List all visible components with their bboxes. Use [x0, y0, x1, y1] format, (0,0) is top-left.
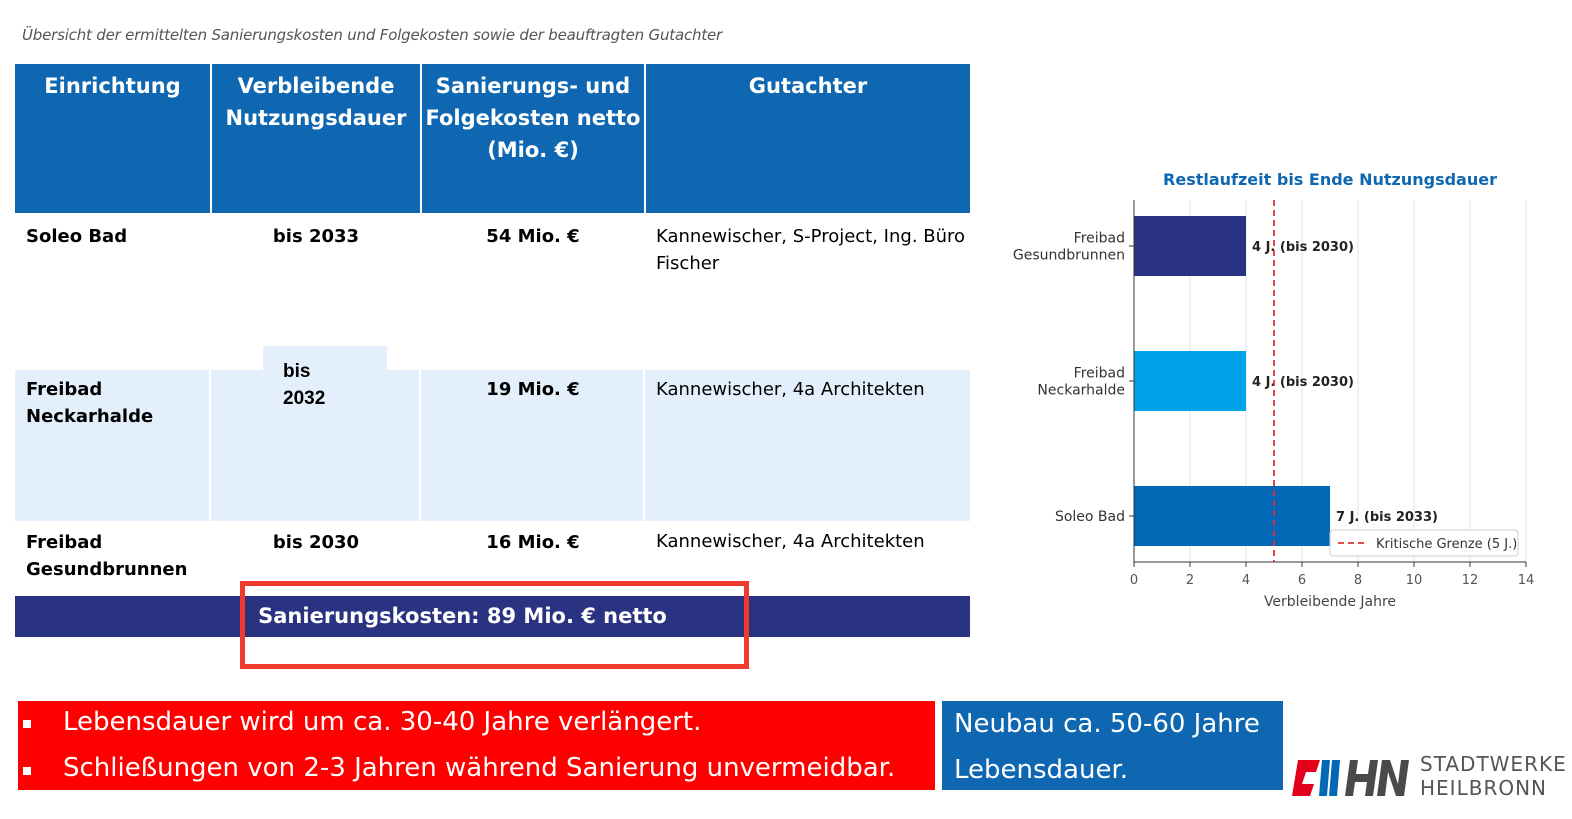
category-label: Neckarhalde	[1037, 382, 1125, 399]
table-row	[15, 370, 970, 521]
column-divider	[209, 370, 211, 521]
cell-kosten: 54 Mio. €	[486, 226, 580, 247]
x-tick-label: 4	[1241, 573, 1251, 588]
x-tick-label: 10	[1405, 573, 1423, 588]
red-note-panel	[18, 701, 935, 790]
x-tick-label: 14	[1517, 573, 1535, 588]
x-tick-label: 0	[1129, 573, 1139, 588]
header-kosten	[420, 64, 644, 213]
note-line: Lebensdauer.	[954, 755, 1129, 785]
restlaufzeit-chart	[1000, 160, 1560, 620]
column-divider	[419, 370, 421, 521]
cell-kosten: 19 Mio. €	[486, 379, 580, 400]
header-line: Folgekosten netto	[425, 106, 641, 130]
blue-note-panel	[942, 701, 1283, 790]
category-label: Soleo Bad	[1054, 509, 1125, 525]
column-divider	[643, 370, 645, 521]
highlight-box	[240, 581, 749, 669]
cell-gutachter: Kannewischer, S-Project, Ing. Büro Fischer	[656, 226, 966, 274]
cell-gutachter: Kannewischer, 4a Architekten	[656, 379, 925, 400]
header-line: Nutzungsdauer	[225, 106, 407, 130]
category-label: Freibad	[1073, 365, 1125, 382]
total-bar: Sanierungskosten: 89 Mio. € netto	[15, 596, 970, 637]
note-line: Schließungen von 2-3 Jahren während Sanierung unvermeidbar.	[63, 753, 896, 783]
category-label: Freibad	[1073, 230, 1125, 247]
header-einrichtung	[15, 64, 210, 213]
logo-text: STADTWERKE HEILBRONN	[1420, 752, 1567, 800]
x-tick-label: 2	[1185, 573, 1195, 588]
bar-data-label: 7 J. (bis 2033)	[1336, 510, 1438, 525]
cell-einrichtung: Freibad Gesundbrunnen	[26, 532, 188, 580]
cell-nutzungsdauer: bis 2030	[272, 532, 360, 553]
caption: Übersicht der ermittelten Sanierungskosten und Folgekosten sowie der beauftragten Gutachter	[22, 26, 722, 44]
note-line: Lebensdauer wird um ca. 30-40 Jahre verlängert.	[63, 707, 702, 737]
cell-einrichtung: Soleo Bad	[26, 226, 128, 247]
x-tick-label: 6	[1297, 573, 1307, 588]
bullet-icon	[23, 720, 31, 728]
header-line: Gutachter	[748, 74, 868, 98]
x-tick-label: 8	[1353, 573, 1363, 588]
header-line: (Mio. €)	[487, 138, 579, 162]
legend-label: Kritische Grenze (5 J.)	[1376, 537, 1518, 552]
swhn-logo-icon	[1292, 752, 1412, 798]
x-axis-label: Verbleibende Jahre	[1263, 594, 1397, 610]
header-nutzungsdauer	[210, 64, 420, 213]
cell-nutzungsdauer: bis 2033	[272, 226, 360, 247]
cell-nutzungsdauer: bis 2032	[283, 361, 326, 409]
header-line: Sanierungs- und	[435, 74, 631, 98]
cell-einrichtung: Freibad Neckarhalde	[26, 379, 154, 427]
bar-data-label: 4 J. (bis 2030)	[1252, 240, 1354, 255]
table-header	[15, 64, 970, 213]
cell-gutachter: Kannewischer, 4a Architekten	[656, 531, 925, 552]
chart-title: Restlaufzeit bis Ende Nutzungsdauer	[1163, 170, 1497, 189]
header-line: Einrichtung	[44, 74, 181, 98]
bar	[1134, 351, 1246, 411]
header-gutachter	[644, 64, 970, 213]
bar	[1134, 216, 1246, 276]
note-line: Neubau ca. 50-60 Jahre	[954, 709, 1260, 739]
bar	[1134, 486, 1330, 546]
table-row	[15, 213, 970, 370]
x-tick-label: 12	[1461, 573, 1479, 588]
header-line: Verbleibende	[237, 74, 395, 98]
cell-kosten: 16 Mio. €	[486, 532, 580, 553]
bullet-icon	[23, 767, 31, 775]
category-label: Gesundbrunnen	[1012, 247, 1125, 264]
bar-data-label: 4 J. (bis 2030)	[1252, 375, 1354, 390]
